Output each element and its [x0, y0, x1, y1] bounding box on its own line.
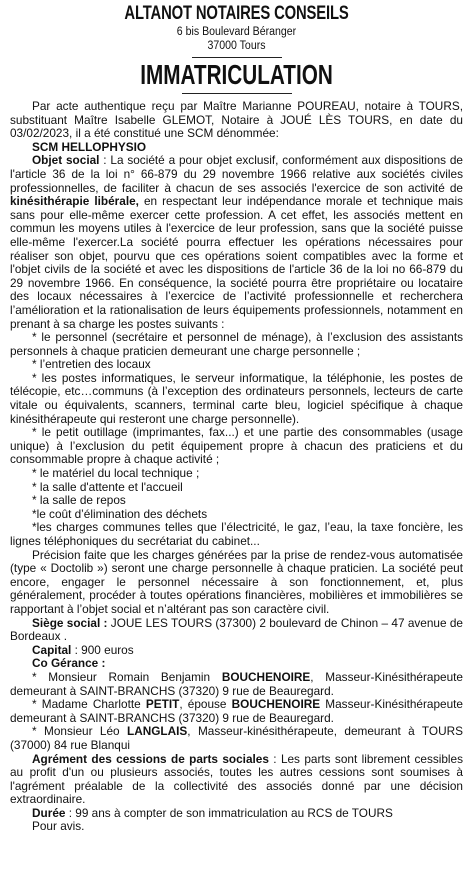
- capital-text: : 900 euros: [71, 642, 134, 657]
- objet-text-a: : La société a pour objet exclusif, conformément aux dispositions de l'article 36 de la loi n° 66-879 du 29 novembre 1966 relative aux sociétés civiles professionnelles, de faciliter à chacun de ses associés l'exercice de son activité de: [10, 153, 463, 195]
- agrement-label: Agrément des cessions de parts sociales: [32, 751, 269, 766]
- list-item: * la salle de repos: [32, 493, 126, 508]
- gerant-1-details: , Masseur-Kinésithérapeute demeurant à SAINT-BRANCHS (37320) 9 rue de Beauregard.: [10, 669, 463, 698]
- company-name: SCM HELLOPHYSIO: [32, 139, 147, 154]
- heading-divider: [182, 93, 292, 94]
- capital-paragraph: [10, 644, 463, 658]
- notice-body: [10, 100, 463, 834]
- siege-text: JOUE LES TOURS (37300) 2 boulevard de Chinon – 47 avenue de Bordeaux .: [10, 615, 463, 644]
- header-divider: [192, 57, 282, 58]
- list-item: *les charges communes telles que l’électricité, le gaz, l’eau, la taxe foncière, les lignes téléphoniques du secrétariat du cabinet...: [10, 520, 463, 548]
- siege-paragraph: [10, 617, 463, 644]
- gerant-2-epouse: , épouse: [179, 697, 232, 712]
- objet-text-b: en respectant leur indépendance morale et technique mais sans pour elle-même exercer cette profession. A cet effet, les associés mettent en commun les moyens utiles à l'exercice de leur profession, sans que la société puisse elle-même l'exercer.La société pourra effectuer les opérations nécessaires pour réaliser son objet, pourvu que ces opérations soient compatibles avec la forme et l'objet civils de la société et avec les dispositions de l'article 36 de la loi no 66-879 du 29 novembre 1966. En conséquence, la société pourra être propriétaire ou locataire des locaux nécessaires à l’exercice de l’activité professionnelle et recherchera l’amélioration et la rationalisation de leurs équipements professionnels, notamment en prenant à sa charge les postes suivants :: [10, 194, 463, 331]
- list-item: * les postes informatiques, le serveur informatique, la téléphonie, les postes de télécopie, etc…communs (à l’exception des ordinateurs personnels, lecteurs de carte vitale ou équivalents, scanners, terminal carte bleu, logiciel spécifique à chaque kinésithérapeute qui resteront une charge personnelle).: [10, 370, 463, 426]
- intro-paragraph: Par acte authentique reçu par Maître Marianne POUREAU, notaire à TOURS, substituant Maître Isabelle GLEMOT, Notaire à JOUÉ LÈS TOURS, en date du 03/02/2023, il a été constitué une SCM dénommée:: [10, 99, 463, 141]
- objet-label: Objet social: [32, 153, 100, 168]
- list-item: * l’entretien des locaux: [32, 357, 151, 372]
- objet-bold: kinésithérapie libérale,: [10, 194, 139, 209]
- notice-heading: IMMATRICULATION: [140, 59, 333, 90]
- address-line-2: 37000 Tours: [207, 40, 266, 52]
- gerant-3-details: , Masseur-kinésithérapeute, demeurant à TOURS (37000) 84 rue Blanqui: [10, 724, 463, 752]
- legal-notice: [10, 0, 463, 834]
- gerant-2-details: Masseur-Kinésithérapeute demeurant à SAINT-BRANCHS (37320) 9 rue de Beauregard.: [10, 697, 463, 725]
- gerant-2-married-name: BOUCHENOIRE: [231, 697, 321, 712]
- gerant-1-surname: BOUCHENOIRE: [221, 669, 311, 684]
- duree-label: Durée: [32, 805, 66, 820]
- list-item: *le coût d’élimination des déchets: [32, 506, 208, 521]
- gerant-1: [10, 671, 463, 698]
- gerant-2-surname: PETIT: [145, 697, 180, 712]
- gerance-label: Co Gérance :: [32, 656, 106, 671]
- precision-paragraph: Précision faite que les charges générées par la prise de rendez-vous automatisée (type « Doctolib ») seront une charge personnelle à chaque praticien. La société peut encore, engager le personnel nécessaire à son fonctionnement, et, plus généralement, procéder à toutes opérations financières, mobilières et immobilières se rapportant à l’objet social et n’altérant pas son caractère civil.: [10, 547, 463, 616]
- siege-label: Siège social :: [32, 615, 108, 630]
- firm-name: ALTANOT NOTAIRES CONSEILS: [124, 3, 349, 24]
- gerant-3-surname: LANGLAIS: [127, 724, 188, 739]
- address-line-1: 6 bis Boulevard Béranger: [176, 26, 297, 38]
- gerant-3-title: * Monsieur Léo: [32, 724, 127, 739]
- duree-paragraph: [10, 807, 463, 821]
- closing-line: Pour avis.: [32, 819, 85, 834]
- gerant-1-title: * Monsieur Romain Benjamin: [32, 669, 222, 684]
- gerant-2-title: * Madame Charlotte: [32, 697, 146, 712]
- list-item: * le petit outillage (imprimantes, fax...) et une partie des consommables (usage unique) à l’exclusion du petit équipement propre à chacun des praticiens et du consommable propre à chaque activité ;: [10, 425, 463, 467]
- list-item: * la salle d'attente et l'accueil: [32, 479, 183, 494]
- list-item: * le personnel (secrétaire et personnel de ménage), à l’exclusion des assistants personnels à chaque praticien demeurant une charge personnelle ;: [10, 330, 463, 358]
- gerant-2: [10, 698, 463, 725]
- list-item: * le matériel du local technique ;: [32, 466, 200, 481]
- objet-paragraph: [10, 154, 463, 331]
- duree-text: : 99 ans à compter de son immatriculation au RCS de TOURS: [65, 805, 393, 820]
- capital-label: Capital: [32, 642, 72, 657]
- agrement-paragraph: [10, 753, 463, 807]
- gerant-3: [10, 725, 463, 752]
- agrement-text: : Les parts sont librement cessibles au profit d'un ou plusieurs associés, toutes les autres cessions sont soumises à l'agrément préalable de la collectivité des associés donné par une décision extraordinaire.: [10, 751, 463, 807]
